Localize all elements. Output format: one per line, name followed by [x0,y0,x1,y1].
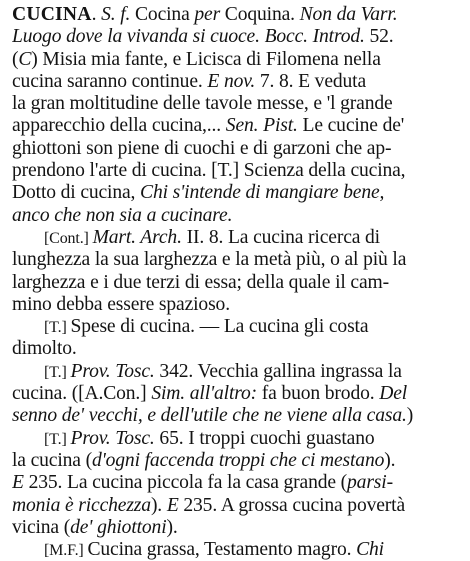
entry-text: 7. 8. E veduta [255,70,367,92]
entry-line [12,160,460,182]
entry-citation: S. f. [101,4,131,25]
entry-line [12,4,460,26]
entry-text: la cucina ( [12,449,92,471]
headword: CUCINA [12,4,92,25]
entry-text: . [91,4,102,25]
entry-text: Le cucine de' [297,115,405,137]
entry-citation: d'ogni faccenda troppi che ci mestano [91,449,385,471]
entry-text: 235. A grossa cucina povertà [178,494,406,516]
entry-citation: Prov. Tosc. [70,427,155,449]
section-marker: [T.] [44,430,71,448]
entry-text: cucina. ([A.Con.] [12,383,152,405]
entry-line [12,316,460,338]
entry-text: Coquina. [220,4,300,25]
entry-line [12,383,460,405]
section-marker: [T.] [44,363,71,381]
entry-line [12,294,460,316]
entry-text: larghezza e i due terzi di essa; della quale il cam- [12,271,389,293]
entry-line [12,138,460,160]
entry-text: vicina ( [12,516,71,538]
entry-text: ) [406,405,414,427]
entry-text: fa buon brodo. [257,383,380,405]
entry-text: ghiottoni son piene di cuochi e di garzoni che ap- [12,137,392,159]
entry-line [12,450,460,472]
entry-line [12,182,460,204]
entry-text: Dotto di cucina, [12,182,141,204]
entry-text: 65. I troppi cuochi guastano [154,427,375,449]
entry-text: II. 8. La cucina ricerca di [181,226,380,248]
entry-citation: E [12,472,24,494]
entry-text: 342. Vecchia gallina ingrassa la [154,360,402,382]
dictionary-entry-cucina [12,4,460,561]
entry-text: ). [166,516,178,538]
entry-citation: Chi [356,539,384,561]
entry-line [12,115,460,137]
entry-citation: de' ghiottoni [70,516,167,538]
entry-text: prendono l'arte di cucina. [T.] Scienza della cucina, [12,160,406,182]
entry-line [12,517,460,539]
entry-line [12,249,460,271]
section-marker: [T.] [44,319,71,337]
entry-text: la gran moltitudine delle tavole messe, e 'l grande [12,93,393,115]
entry-text: lunghezza la sua larghezza e la metà più, o al più la [12,249,407,271]
entry-line [12,272,460,294]
entry-line [12,205,460,227]
section-marker: [Cont.] [44,229,93,247]
entry-text: dimolto. [12,338,77,360]
entry-line [12,26,460,48]
entry-citation: senno de' vecchi, e dell'utile che ne viene alla casa. [12,405,407,427]
entry-text: ). [384,449,396,471]
entry-line [12,405,460,427]
entry-text: ( [12,48,19,70]
entry-citation: Sen. Pist. [225,115,298,137]
entry-line [12,539,460,561]
entry-citation: E [166,494,179,516]
entry-text: 52. [364,26,394,48]
entry-citation: monia è ricchezza [12,494,151,516]
entry-citation: anco che non sia a cucinare. [12,204,233,226]
entry-line [12,93,460,115]
entry-text: ) Misia mia fante, e Licisca di Filomena nella [31,48,381,70]
entry-text: ). [150,494,167,516]
entry-line [12,227,460,249]
entry-text: Cucina grassa, Testamento magro. [87,539,357,561]
entry-line [12,428,460,450]
entry-citation: Non da Varr. [299,4,398,25]
entry-text: Spese di cucina. — La cucina gli costa [70,316,369,338]
entry-citation: per [194,4,221,25]
entry-citation: C [18,48,32,70]
entry-line [12,495,460,517]
entry-line [12,338,460,360]
entry-text: mino debba essere spazioso. [12,293,230,315]
entry-line [12,361,460,383]
entry-citation: Prov. Tosc. [70,360,155,382]
entry-text: cucina saranno continue. [12,70,208,92]
entry-citation: Mart. Arch. [92,226,182,248]
entry-citation: E nov. [207,70,256,92]
entry-citation: parsi- [347,472,393,494]
entry-line [12,71,460,93]
entry-citation: Chi s'intende di mangiare bene, [140,182,385,204]
entry-citation: Del [379,383,408,405]
entry-line [12,49,460,71]
entry-citation: Luogo dove la vivanda si cuoce. Bocc. Introd. [12,26,365,48]
entry-line [12,472,460,494]
entry-citation: Sim. all'altro: [151,383,258,405]
entry-text: apparecchio della cucina,... [12,115,226,137]
entry-text: 235. La cucina piccola fa la casa grande ( [23,472,348,494]
section-marker: [M.F.] [44,542,88,560]
entry-text: Cocina [130,4,195,25]
